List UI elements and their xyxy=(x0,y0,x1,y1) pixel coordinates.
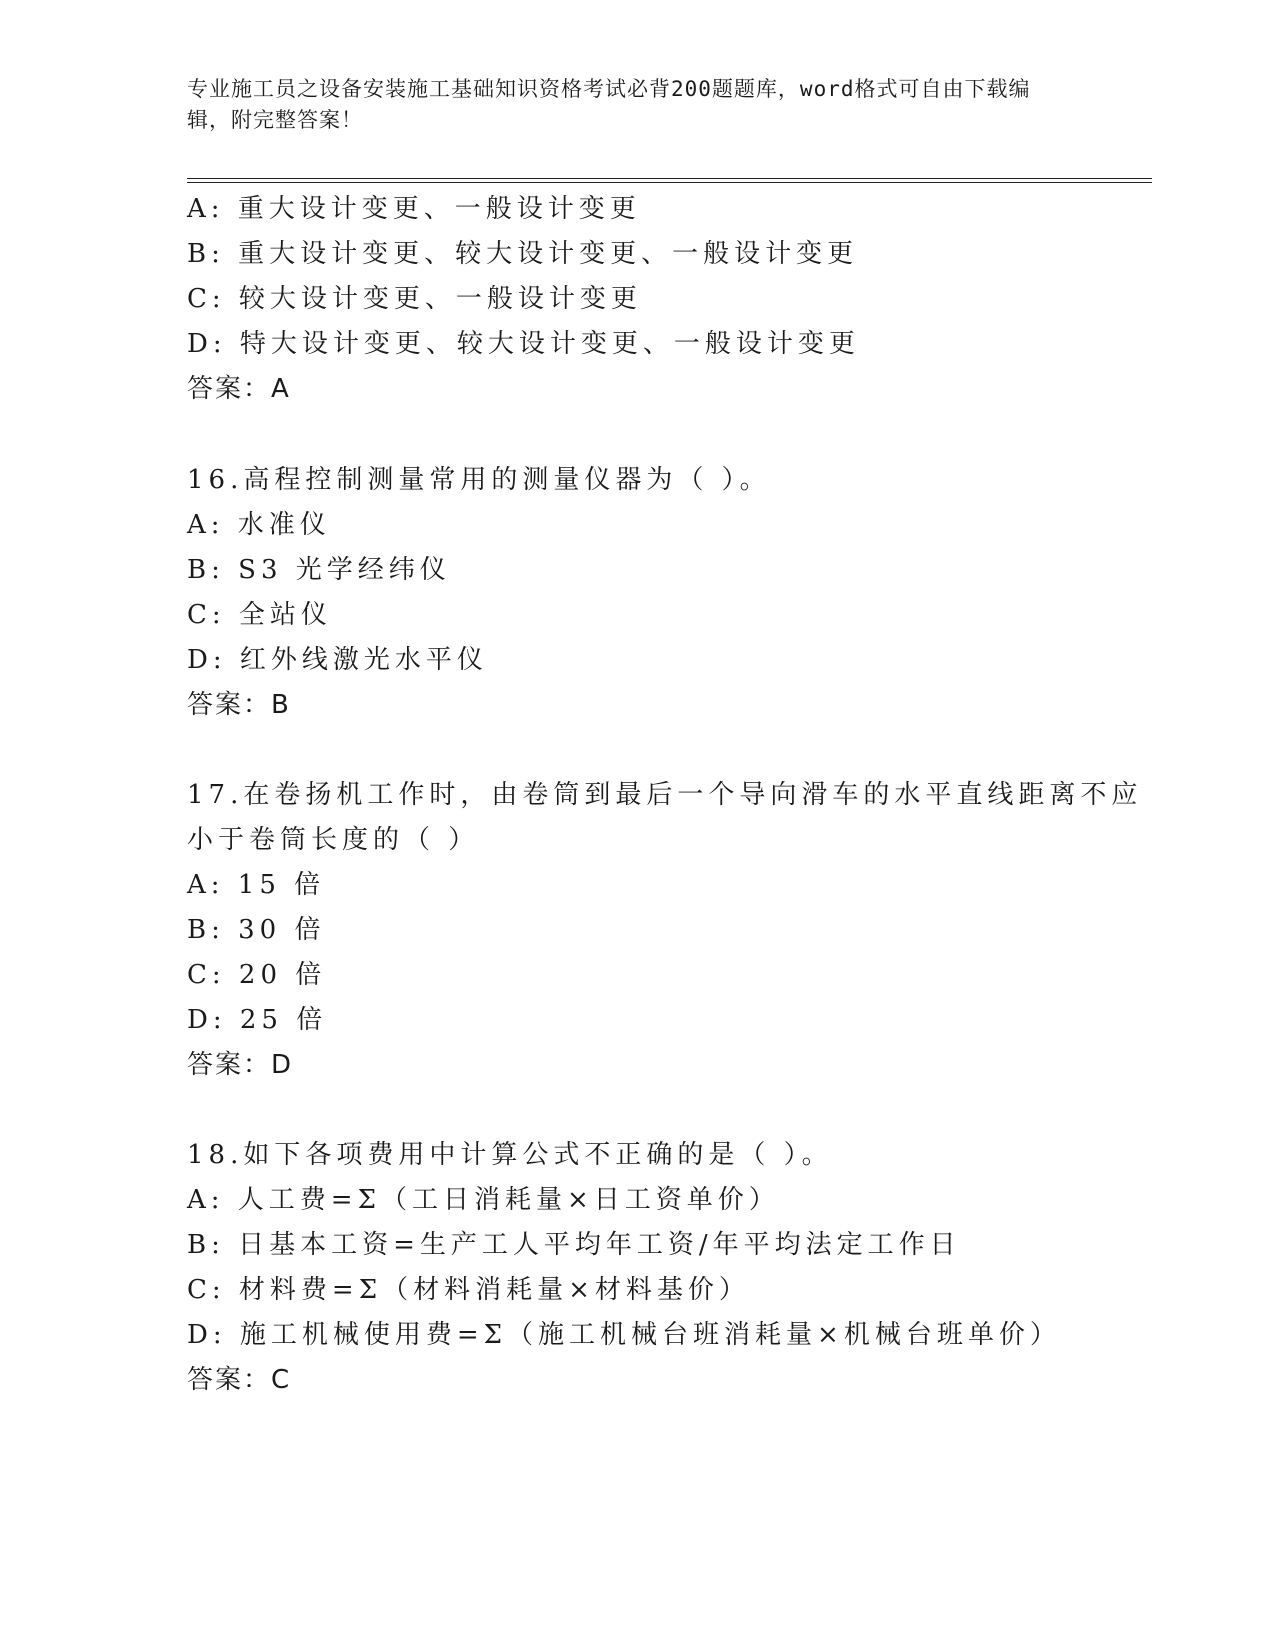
q18-answer: 答案：C xyxy=(187,1365,292,1395)
q17-question-line1: 17.在卷扬机工作时，由卷筒到最后一个导向滑车的水平直线距离不应 xyxy=(187,780,1143,810)
q15-option-d: D: 特大设计变更、较大设计变更、一般设计变更 xyxy=(187,329,860,359)
q16-option-d: D: 红外线激光水平仪 xyxy=(187,645,488,675)
q18-question: 18.如下各项费用中计算公式不正确的是（ ）。 xyxy=(187,1140,833,1170)
q17-answer: 答案：D xyxy=(187,1050,294,1080)
q17-option-d: D: 25 倍 xyxy=(187,1005,328,1035)
q18-option-d: D: 施工机械使用费=Σ（施工机械台班消耗量×机械台班单价） xyxy=(187,1320,1061,1350)
q18-option-a: A: 人工费=Σ（工日消耗量×日工资单价） xyxy=(187,1185,780,1215)
q17-question-line2: 小于卷筒长度的（ ） xyxy=(187,825,480,855)
q15-option-a: A: 重大设计变更、一般设计变更 xyxy=(187,194,641,224)
q16-answer: 答案：B xyxy=(187,690,291,720)
q17-option-c: C: 20 倍 xyxy=(187,960,327,990)
q16-question: 16.高程控制测量常用的测量仪器为（ ）。 xyxy=(187,465,771,495)
q15-option-c: C: 较大设计变更、一般设计变更 xyxy=(187,284,642,314)
q16-option-c: C: 全站仪 xyxy=(187,600,332,630)
q16-option-a: A: 水准仪 xyxy=(187,510,331,540)
q18-option-b: B: 日基本工资=生产工人平均年工资/年平均法定工作日 xyxy=(187,1230,961,1260)
q17-option-b: B: 30 倍 xyxy=(187,915,326,945)
header-rule-top xyxy=(187,178,1152,179)
header-rule-bottom xyxy=(187,182,1152,183)
q17-option-a: A: 15 倍 xyxy=(187,870,326,900)
q16-option-b: B: S3 光学经纬仪 xyxy=(187,555,451,585)
document-header: 专业施工员之设备安装施工基础知识资格考试必背200题题库，word格式可自由下载编辑，附完整答案！ xyxy=(187,77,1031,132)
q18-option-c: C: 材料费=Σ（材料消耗量×材料基价） xyxy=(187,1275,750,1305)
q15-option-b: B: 重大设计变更、较大设计变更、一般设计变更 xyxy=(187,239,859,269)
q15-answer: 答案：A xyxy=(187,374,291,404)
